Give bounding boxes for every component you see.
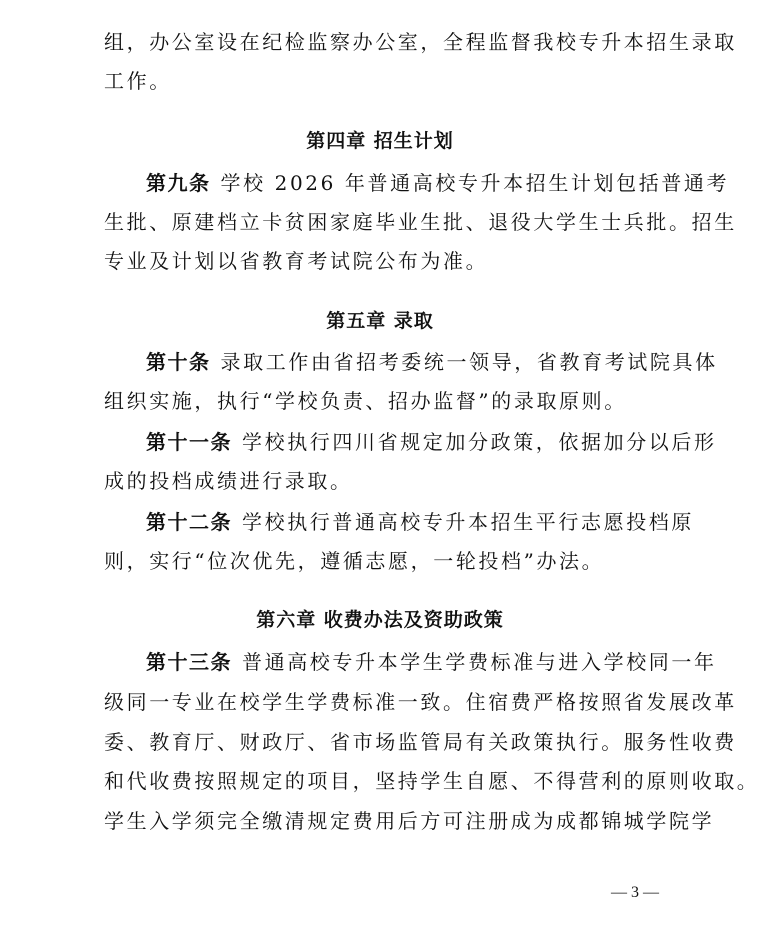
article-11-line-1	[146, 428, 717, 456]
article-13-line-1	[146, 648, 717, 676]
article-13-label: 第十三条	[146, 650, 232, 674]
article-12-line-2: 则，实行“位次优先，遵循志愿，一轮投档”办法。	[104, 549, 605, 573]
article-13-line-5: 学生入学须完全缴清规定费用后方可注册成为成都锦城学院学	[104, 809, 715, 833]
article-12-text-1: 学校执行普通高校专升本招生平行志愿投档原	[242, 510, 694, 534]
article-9-line-1	[146, 169, 730, 197]
article-13-text-1: 普通高校专升本学生学费标准与进入学校同一年	[242, 650, 717, 674]
chapter-5-heading: 第五章 录取	[326, 310, 434, 332]
chapter-6-heading: 第六章 收费办法及资助政策	[256, 609, 504, 631]
article-9-label: 第九条	[146, 171, 211, 195]
article-10-label: 第十条	[146, 350, 211, 374]
article-11-label: 第十一条	[146, 430, 232, 454]
article-13-line-4: 和代收费按照规定的项目，坚持学生自愿、不得营利的原则收取。	[104, 769, 760, 793]
article-12-label: 第十二条	[146, 510, 232, 534]
intro-line-2: 工作。	[104, 69, 172, 93]
intro-line-1: 组，办公室设在纪检监察办公室，全程监督我校专升本招生录取	[104, 30, 737, 54]
page-number: — 3 —	[611, 884, 659, 901]
article-9-line-3: 专业及计划以省教育考试院公布为准。	[104, 249, 489, 273]
article-9-line-2: 生批、原建档立卡贫困家庭毕业生批、退役大学生士兵批。招生	[104, 210, 737, 234]
article-10-line-1	[146, 348, 718, 376]
article-12-line-1	[146, 508, 694, 536]
article-11-line-2: 成的投档成绩进行录取。	[104, 469, 353, 493]
article-13-line-3: 委、教育厅、财政厅、省市场监管局有关政策执行。服务性收费	[104, 730, 737, 754]
article-9-text-1: 学校 2026 年普通高校专升本招生计划包括普通考	[220, 171, 730, 195]
article-11-text-1: 学校执行四川省规定加分政策，依据加分以后形	[242, 430, 717, 454]
article-13-line-2: 级同一专业在校学生学费标准一致。住宿费严格按照省发展改革	[104, 690, 737, 714]
article-10-text-1: 录取工作由省招考委统一领导，省教育考试院具体	[220, 350, 718, 374]
article-10-line-2: 组织实施，执行“学校负责、招办监督”的录取原则。	[104, 389, 627, 413]
chapter-4-heading: 第四章 招生计划	[306, 130, 454, 152]
